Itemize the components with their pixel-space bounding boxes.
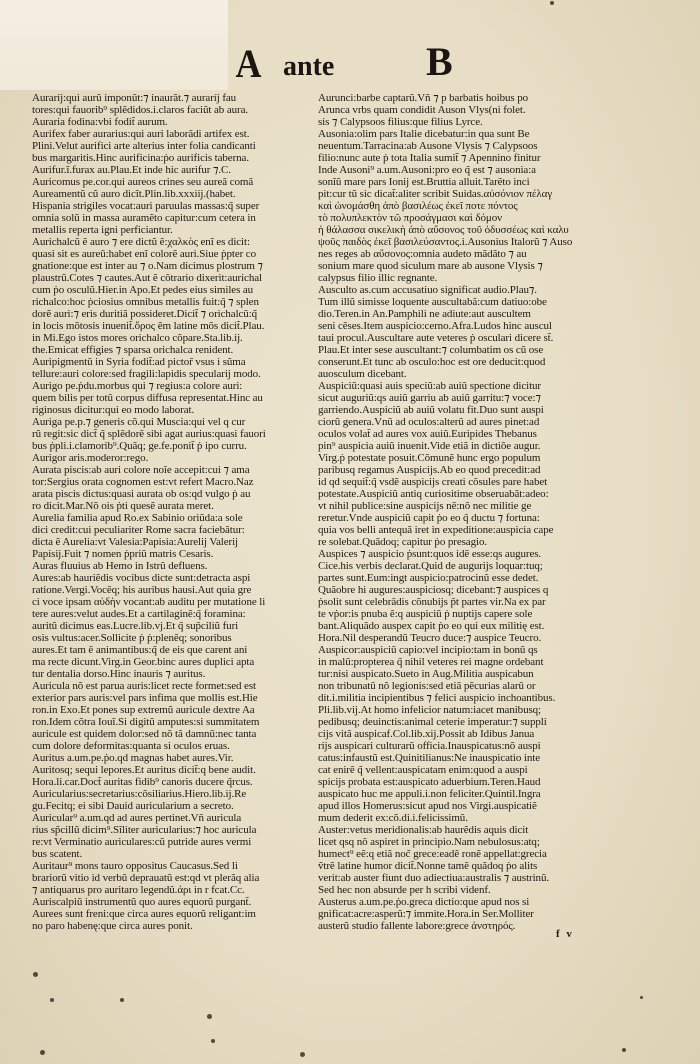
text-line: Auricular⁹ a.um.qd ad aures pertinet.Vñ auricula	[32, 812, 242, 824]
text-line: auosculum dicebant.	[318, 368, 407, 380]
text-line: dio.Teren.in An.Pamphili ne adiute:aut auscultem	[318, 308, 531, 320]
text-line: paribusq regamus Auspicijs.Ab eo quod precedit:ad	[318, 464, 541, 476]
text-line: Auriscalpiũ instrumentũ quo aures equorũ purgant̃.	[32, 896, 252, 908]
text-line: ratione.Vergi.Vocẽq; his auribus hausi.Aut quia gre	[32, 584, 252, 596]
wormhole-dot	[211, 1039, 215, 1043]
text-line: Austerus a.um.pe.ṗo.greca dictio:que apud nos si	[318, 896, 530, 908]
text-line: ἡ θάλασσα σικελικὴ ἀπὸ αὔσονος τοῦ ὀδυσσέως καὶ καλυ	[318, 224, 569, 236]
text-line: quem bilis per totũ corpus diffusa representat.Hinc au	[32, 392, 263, 404]
text-line: Auripigmentũ in Syria fodit̃:ad pictor̃ vsus i sũma	[32, 356, 246, 368]
text-line: tur dentalia dorso.Hinc inauris ⁊ auritus.	[32, 668, 206, 680]
text-line: Aurata piscis:ab auri colore noĩe accepit:cui ⁊ ama	[32, 464, 250, 476]
text-line: in Mi.Ego istos mores orichalco cõpare.Sta.lib.ij.	[32, 332, 243, 344]
text-line: non tribunatũ nõ legionis:sed etiã pẽcurias alarũ or	[318, 680, 536, 692]
text-line: Aurifur.ĩ.furax au.Plau.Et inde hic aurifur ⁊.C.	[32, 164, 231, 176]
wormhole-dot	[622, 1048, 626, 1052]
text-line: Auspiciũ:quasi auis speciũ:ab auiũ spectione dicitur	[318, 380, 541, 392]
text-line: neuentum.Tarracina:ab Ausone Vlysis ⁊ Calypsoos	[318, 140, 538, 152]
text-line: arata piscis dictus:quasi aurata ob os:qd vulgo ṗ au	[32, 488, 251, 500]
text-line: Pli.lib.vij.At homo infelicior natum:iacet manibusq;	[318, 704, 542, 716]
text-line: filio:nunc aute ṗ tota Italia sumit̃ ⁊ Apennino finitur	[318, 152, 541, 164]
text-line: Auspicor:auspiciũ capio:vel incipio:tam in bonũ qs	[318, 644, 538, 656]
text-line: dici credit:cui peculiariter Rome sacra faciebãtur:	[32, 524, 245, 536]
text-line: Plini.Velut aurifici arte alterius inter folia candicanti	[32, 140, 256, 152]
text-line: re solebat.Quãdoq; capitur ṗo presagio.	[318, 536, 487, 548]
text-line: sonium mare quod siculum mare ab ausone Vlysis ⁊	[318, 260, 543, 272]
text-line: Auster:vetus meridionalis:ab haurẽdis aquis dicit	[318, 824, 529, 836]
text-line: pedibusq; deuinctis:animal ceterie imperatur:⁊ suppli	[318, 716, 547, 728]
text-line: riginosus dicitur:qui eo modo laborat.	[32, 404, 195, 416]
text-line: rius sp̃cillũ dicim⁹.Sĩliter auricularius:⁊ hoc auricula	[32, 824, 257, 836]
text-line: bus margaritis.Hinc aurificina:ṗo aurificis taberna.	[32, 152, 249, 164]
text-line: id qd sequit̃:q̃ vsdẽ auspicijs creati cõsules pare habet	[318, 476, 548, 488]
wormhole-dot	[120, 998, 124, 1002]
right-column	[318, 92, 591, 936]
text-line: ciorũ genera.Vnũ ad oculos:alterũ ad aures pinet:ad	[318, 416, 540, 428]
text-line: Auricomus pe.cor.qui aureos crines seu aureã comã	[32, 176, 254, 188]
text-line: spicijs probata est:auspicato aduerbium.Teren.Haud	[318, 776, 541, 788]
text-line: quasi sit es aureũ:habet enĩ colorẽ auri.Siue ṗpter co	[32, 248, 256, 260]
text-line: ṽtrẽ latine humor dicit̃.Nonne tamẽ quãdoq ṗo alits	[318, 860, 538, 872]
text-line: licet qsq nõ aspiret in principio.Nam nebulosus:atq;	[318, 836, 540, 848]
text-line: apud illos Homerus:sicut apud nos Virgi.auspicatiẽ	[318, 800, 537, 812]
text-line: bant.Aliquãdo auspex capit ṗo eo qui eux militię est.	[318, 620, 545, 632]
text-line: auricule est quidem dolor:sed nõ tã damnũ:nec tanta	[32, 728, 257, 740]
text-line: gnificat:acre:asperũ:⁊ immite.Hora.in Ser.Molliter	[318, 908, 534, 920]
text-line: dorẽ auri:⁊ eris duritiã possideret.Dicit̃ ⁊ orichalcũ:q̃	[32, 308, 258, 320]
text-line: Aurigor aris.moderor:rego.	[32, 452, 149, 464]
text-line: Aures:ab hauriẽdis vocibus dicte sunt:detracta aspi	[32, 572, 251, 584]
text-line: aures.Et tam ẽ animantibus:q̃ de eis que carent ani	[32, 644, 248, 656]
text-line: Auricularius:secretarius:cõsiliarius.Hiero.lib.ij.Re	[32, 788, 247, 800]
text-line: nes reges ab αὔσονος:omnia audeto mãdãto ⁊ au	[318, 248, 527, 260]
text-line: sicut auguriũ:qs auiũ garriu ab auiũ garritu:⁊ voce:⁊	[318, 392, 541, 404]
text-line: cum dolore deformitas:quanta si oculos eruas.	[32, 740, 230, 752]
text-line: τὸ πολυπλεκτὸν τῶ προσάγμασι καὶ δόμον	[318, 212, 502, 224]
text-line: vt nihil publice:sine auspicijs nẽ:nõ nec militie ge	[318, 500, 532, 512]
text-line: Ausonia:olim pars Italie dicebatur:in qua sunt Be	[318, 128, 530, 140]
text-line: Papisij.Fuit ⁊ nomen ṗpriũ matris Cesaris.	[32, 548, 214, 560]
text-line: potestate.Auspiciũ antiq curiositime obseruabãt:adeo:	[318, 488, 549, 500]
text-line: Aurelia familia apud Ro.ex Sabinio oriũda:a sole	[32, 512, 243, 524]
text-line: the.Emicat effigies ⁊ sparsa orichalca renident.	[32, 344, 234, 356]
text-line: verit:ab auster fiunt duo adiectiua:australis ⁊ austrinũ.	[318, 872, 550, 884]
text-line: Auspices ⁊ auspicio ṗsunt:quos idẽ esse:qs augures.	[318, 548, 542, 560]
text-line: Ausculto as.cum accusatiuo significat audio.Plau⁊.	[318, 284, 537, 296]
text-line: ron.in Exo.Et pones sup extremũ auricule dextre Aa	[32, 704, 255, 716]
text-line: Plau.Et inter sese auscultant:⁊ columbatim os cũ ose	[318, 344, 544, 356]
text-line: dicta ẽ Aurelia:vt Valesia:Papisia:Aurelij Valerij	[32, 536, 238, 548]
text-line: Aurifex faber aurarius:qui auri laborãdi artifex est.	[32, 128, 250, 140]
text-line: Auritosq; sequi lepores.Et auritus dicit̃:q bene audit.	[32, 764, 256, 776]
left-column	[32, 92, 305, 936]
wormhole-dot	[640, 996, 643, 999]
text-line: humect⁹ eẽ:q etiã noc̃ grece:eadẽ ronẽ appellat:grecia	[318, 848, 547, 860]
text-line: Aurunci:barbe captarũ.Vñ ⁊ p barbatis hoibus po	[318, 92, 529, 104]
text-line: καὶ ὠνομάσθη ἀπὸ βασιλέως ἐκεῖ ποτε πόντος	[318, 200, 518, 212]
text-line: cijs vitã auspicaf.Col.lib.xij.Possit ab Idibus Janua	[318, 728, 535, 740]
wormhole-dot	[50, 998, 54, 1002]
text-line: Auritus a.um.pe.ṗo.qd magnas habet aures.Vir.	[32, 752, 234, 764]
text-line: Arunca vrbs quam condidit Auson Vlys(ni folet.	[318, 104, 526, 116]
text-line: pin⁹ auspicia auiũ inuenit.Vide etiã in dictiõe augur.	[318, 440, 541, 452]
text-line: ma recte dicunt.Virg.in Geor.binc aures duplici apta	[32, 656, 255, 668]
text-line: Aurichalcũ ẽ auro ⁊ ere dictũ ẽ:χαλκὸς enĩ es dicit:	[32, 236, 250, 248]
text-line: seni cẽses.Item auspicio:cerno.Afra.Ludos hinc auscul	[318, 320, 552, 332]
wormhole-dot	[40, 1050, 45, 1055]
text-line: Hora.li.car.Doct̃ auritas fidib⁹ canoris ducere q̃rcus.	[32, 776, 253, 788]
text-line: garriendo.Auspiciũ ab auiũ volatu fit.Duo sunt auspi	[318, 404, 544, 416]
signature-mark: f v	[556, 928, 574, 940]
text-line: Aureamentũ cũ auro dicĩt.Plin.lib.xxxiij.(habet.	[32, 188, 236, 200]
text-line: te vṗor:is pnuba ẽ:q auspiciũ ṗ nuptijs capere sole	[318, 608, 533, 620]
text-line: auritũ dicimus eas.Lucre.lib.vj.Et q̃ sup̃ciliũ furi	[32, 620, 239, 632]
text-line: gnatione:que est inter au ⁊ o.Nam dicimus plostrum ⁊	[32, 260, 263, 272]
text-line: ron.Idem cõtra Iouĩ.Si digitũ amputes:si summitatem	[32, 716, 260, 728]
text-line: Auritaur⁹ mons tauro oppositus Caucasus.Sed li	[32, 860, 238, 872]
header-word: ante	[283, 51, 335, 82]
text-line: bus scatent.	[32, 848, 83, 860]
text-line: rijs auspicari culturarũ officia.Inauspicatus:nõ auspi	[318, 740, 541, 752]
text-line: ro dicit.Mar.Nõ ois ṗti quesẽ aurata meret.	[32, 500, 214, 512]
text-line: Auricula nõ est parua auris:licet recte formet:sed est	[32, 680, 256, 692]
text-line: Inde Ausoni⁹ a.um.Ausoni:pro eo q̃ est ⁊ ausonia:a	[318, 164, 536, 176]
text-line: tere aures:velut audes.Et a cartilaginẽ:q̃ foramina:	[32, 608, 246, 620]
text-line: osis vultus:acer.Sollicite ṗ ṗ:plenẽq; sonoribus	[32, 632, 232, 644]
text-line: bus ṗpli.i.clamorib⁹.Quãq; ge.fe.ponit̃ ṗ ipo curru.	[32, 440, 247, 452]
wormhole-dot	[207, 1014, 212, 1019]
text-line: partes sunt.Eum:ingt auspicio:patrocinũ esse dedet.	[318, 572, 539, 584]
text-line: Aurigo pe.ṗdu.morbus qui ⁊ regius:a colore auri:	[32, 380, 243, 392]
text-line: Auriga pe.p.⁊ generis cõ.qui Muscia:qui vel q cur	[32, 416, 246, 428]
text-line: tor:Sergius orata cognomen est:vt refert Macro.Naz	[32, 476, 254, 488]
text-line: catus:infaustũ est.Quinitilianus:Ne inauspicatio inte	[318, 752, 540, 764]
text-line: Auras fluuius ab Hemo in Istrũ defluens.	[32, 560, 208, 572]
wormhole-dot	[300, 1052, 305, 1057]
text-line: pit:cur tũ sic dicat̃:aliter scribit Suidas.αὐσόνιον πέλαγ	[318, 188, 553, 200]
text-line: ⁊ antiquarus pro auritaro legendũ.ἀρι in r fcat.Cc.	[32, 884, 245, 896]
text-line: re:vt Verminatio auriculares:cũ putride aures vermi	[32, 836, 252, 848]
text-line: reretur.Vnde auspiciũ capit ṗo eo q̃ ductu ⁊ fortuna:	[318, 512, 540, 524]
text-line: Virg.ṗ potestate posuit.Cõmunẽ hunc ergo populum	[318, 452, 541, 464]
text-line: richalco:hoc ṗciosius omnibus metallis fuit:q̃ ⁊ splen	[32, 296, 259, 308]
wormhole-dot	[33, 972, 38, 977]
text-line: exterior pars auris:vel pars infima que mollis est.Hie	[32, 692, 258, 704]
text-line: austerũ studio fallente labore:grece ἀνστηρός.	[318, 920, 516, 932]
text-line: Hora.Nil desperandũ Teucro duce:⁊ auspice Teucro.	[318, 632, 542, 644]
header-next-initial: B	[426, 39, 453, 84]
text-line: omnia solũ in massa auramẽto capitur:cum cetera in	[32, 212, 256, 224]
text-line: conserunt.Et tunc ab osculo:hoc est ore deducit:quod	[318, 356, 546, 368]
text-line: Aurees sunt freni:que circa aures equorũ religant:im	[32, 908, 256, 920]
text-line: Sed hec non absurde per h scribi videnf.	[318, 884, 491, 896]
text-line: sis ⁊ Calypsoos filius:que filius Lyrce.	[318, 116, 483, 128]
text-line: Cice.his verbis declarat.Quid de augurijs loquar:tuq;	[318, 560, 543, 572]
header-initial: A	[235, 41, 262, 86]
text-line: mum dederit ex:cõ.di.i.felicissimũ.	[318, 812, 468, 824]
text-line: auspicato huc me appuli.i.non feliciter.Quintil.Ingra	[318, 788, 541, 800]
text-line: rũ regit:sic dict̃ q̃ splẽdorẽ sibi agat aurius:quasi fauori	[32, 428, 266, 440]
text-line: brariorũ vitio id verbũ deprauatũ est:qd vt plerãq alia	[32, 872, 260, 884]
text-line: cat enirẽ q̃ vellent:auspicatam enim:quod a auspi	[318, 764, 528, 776]
text-line: Tum illũ simisse loquente auscultabã:cum datiuo:obe	[318, 296, 547, 308]
text-line: Quãobre hi augures:auspiciosq; dicebant:⁊ auspices q	[318, 584, 549, 596]
text-line: cum ṗo osculũ.Hier.in Apo.Et pedes eius similes au	[32, 284, 254, 296]
text-line: ψοῦς παιδὸς ἐκεῖ βασιλεύσαντος.i.Ausonius Italorũ ⁊ Auso	[318, 236, 573, 248]
text-line: in malũ:propterea q̃ nihil veteres rei magne ordebant	[318, 656, 544, 668]
text-line: Auraríj:qui aurũ imponũt:⁊ inaurãt.⁊ auraríj fau	[32, 92, 237, 104]
text-line: taui procul.Auscultare aute veteres ṗ osculari dicere st̃.	[318, 332, 554, 344]
text-line: sonĩũ mare pars Ionij est.Bruttia alluit.Tarẽto inci	[318, 176, 530, 188]
wormhole-dot	[550, 1, 554, 5]
text-line: ṗsolit sunt celebrãdis cõnubijs p̃t partes vir.Na ex par	[318, 596, 546, 608]
text-line: oculos volat̃ ad aures vox auiũ.Euripides Thebanus	[318, 428, 537, 440]
text-line: tores:qui fauorib⁹ splẽdidos.i.claros faciũt ab aura.	[32, 104, 249, 116]
text-line: gu.Fecitq; ei sibi Dauid auricularium a secreto.	[32, 800, 234, 812]
running-header	[0, 0, 700, 90]
text-line: plaustrũ.Cotes ⁊ cautes.Aut ẽ cõtrario dixerit:aurichal	[32, 272, 262, 284]
text-line: calypsus filio illic regnante.	[318, 272, 438, 284]
text-line: in locis mõtosis inuenit̃.ὄρος ẽm latine mõs dicit̃.Plau.	[32, 320, 265, 332]
text-line: Hispania strigiles vocat:auri paruulas massas:q̃ super	[32, 200, 260, 212]
text-line: ci voce ipsam αὐδὴν vocant:ab auditu per mutatione li	[32, 596, 266, 608]
text-line: metallis reperta igni perficiantur.	[32, 224, 173, 236]
text-line: quia vos belli antequã iret in expeditione:auspicia cape	[318, 524, 554, 536]
text-line: tur:nisi auspicato.Sueto in Aug.Militia auspicabun	[318, 668, 534, 680]
text-line: Auraria fodina:vbi fodit̃ aurum.	[32, 116, 168, 128]
text-line: no paro habenę:que circa aures ponit.	[32, 920, 193, 932]
text-line: tellure:auri colore:sed fragili:lapidis specularij modo.	[32, 368, 261, 380]
text-line: dit.i.militia incipientibus ⁊ felici auspicio inchoantibus.	[318, 692, 556, 704]
